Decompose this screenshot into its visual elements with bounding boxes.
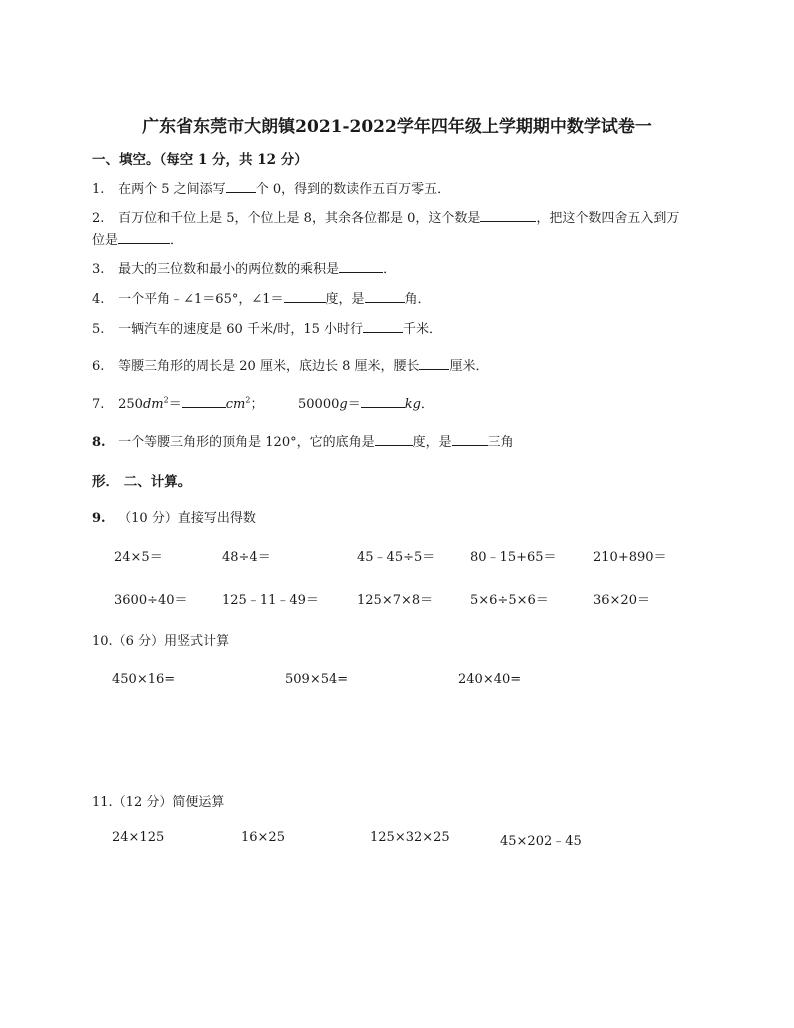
question-8-cont-section-2-heading: 形． 二、计算。 (92, 474, 192, 490)
section-1-heading: 一、填空。（每空 1 分，共 12 分） (92, 152, 308, 168)
question-text: 最大的三位数和最小的两位数的乘积是 (118, 262, 340, 277)
calc-item: 36×20＝ (593, 593, 650, 608)
question-number: 5. (92, 322, 105, 337)
question-text: 250 (118, 397, 143, 412)
question-7 (92, 393, 263, 412)
calc-item: 80﹣15+65＝ (470, 550, 557, 565)
question-4 (92, 288, 431, 307)
question-11-heading: 11.（12 分）简便运算 (92, 795, 225, 810)
question-text: 50000 (298, 397, 340, 412)
unit-kg: kg (404, 397, 421, 412)
question-1 (92, 178, 450, 197)
calc-item: 125×32×25 (370, 830, 450, 845)
calc-item: 125×7×8＝ (357, 593, 434, 608)
answer-blank[interactable] (419, 357, 449, 370)
question-5 (92, 318, 442, 337)
answer-blank[interactable] (452, 433, 488, 446)
question-text: 一个等腰三角形的顶角是 120°，它的底角是 (118, 435, 375, 450)
period: ． (420, 397, 434, 412)
question-number: 9. (92, 511, 106, 526)
question-text: ． (383, 262, 397, 277)
calc-item: 24×125 (112, 830, 165, 845)
semicolon: ； (250, 397, 264, 412)
equals: ＝ (168, 397, 182, 412)
question-8 (92, 431, 514, 450)
question-number: 7. (92, 397, 105, 412)
unit-dm: dm (142, 397, 164, 412)
calc-item: 240×40= (458, 672, 522, 687)
question-7-part-2 (298, 393, 434, 412)
answer-blank[interactable] (118, 231, 170, 244)
calc-item: 45×202﹣45 (500, 834, 582, 849)
answer-blank[interactable] (226, 180, 256, 193)
question-2 (92, 207, 679, 226)
question-9-heading (92, 507, 256, 526)
question-2-cont (92, 229, 183, 248)
page-title: 广东省东莞市大朗镇2021-2022学年四年级上学期期中数学试卷一 (142, 117, 652, 137)
question-text: 位是 (92, 233, 119, 248)
question-text: （10 分）直接写出得数 (118, 511, 256, 526)
question-text: ，把这个数四舍五入到万 (536, 211, 680, 226)
answer-blank[interactable] (365, 290, 405, 303)
question-text: 角． (404, 292, 431, 307)
calc-item: 5×6÷5×6＝ (470, 593, 549, 608)
calc-item: 210+890＝ (593, 550, 667, 565)
question-number: 8. (92, 435, 106, 450)
calc-item: 450×16= (112, 672, 176, 687)
calc-item: 3600÷40＝ (114, 593, 188, 608)
question-text: 一辆汽车的速度是 60 千米/时，15 小时行 (118, 322, 364, 337)
calc-item: 509×54= (285, 672, 349, 687)
calc-item: 24×5＝ (114, 550, 163, 565)
exponent: 2 (245, 395, 251, 405)
question-text: 千米． (403, 322, 443, 337)
calc-item: 125﹣11﹣49＝ (222, 593, 319, 608)
answer-blank[interactable] (361, 395, 405, 408)
question-number: 1. (92, 182, 105, 197)
question-text: 度，是 (412, 435, 452, 450)
answer-blank[interactable] (480, 209, 536, 222)
question-text: 百万位和千位上是 5，个位上是 8，其余各位都是 0，这个数是 (118, 211, 481, 226)
answer-blank[interactable] (284, 290, 326, 303)
calc-item: 48÷4＝ (222, 550, 271, 565)
unit-g: g (339, 397, 348, 412)
answer-blank[interactable] (339, 260, 383, 273)
question-text: 厘米． (449, 359, 489, 374)
question-number: 4. (92, 292, 105, 307)
question-number: 6. (92, 359, 105, 374)
answer-blank[interactable] (182, 395, 226, 408)
unit-cm: cm (225, 397, 246, 412)
question-3 (92, 258, 396, 277)
question-10-heading: 10.（6 分）用竖式计算 (92, 634, 230, 649)
question-text: 三角 (487, 435, 514, 450)
question-number: 3. (92, 262, 105, 277)
answer-blank[interactable] (375, 433, 413, 446)
equals: ＝ (347, 397, 361, 412)
question-number: 2. (92, 211, 105, 226)
question-text: 在两个 5 之间添写 (118, 182, 226, 197)
question-text: 度，是 (325, 292, 365, 307)
exponent: 2 (163, 395, 169, 405)
question-text: 一个平角﹣∠1＝65°，∠1＝ (118, 292, 284, 307)
calc-item: 16×25 (241, 830, 285, 845)
question-text: ． (170, 233, 184, 248)
answer-blank[interactable] (363, 320, 403, 333)
question-text: 个 0，得到的数读作五百万零五． (255, 182, 451, 197)
question-text: 等腰三角形的周长是 20 厘米，底边长 8 厘米，腰长 (118, 359, 420, 374)
question-6 (92, 355, 489, 374)
calc-item: 45﹣45÷5＝ (357, 550, 436, 565)
